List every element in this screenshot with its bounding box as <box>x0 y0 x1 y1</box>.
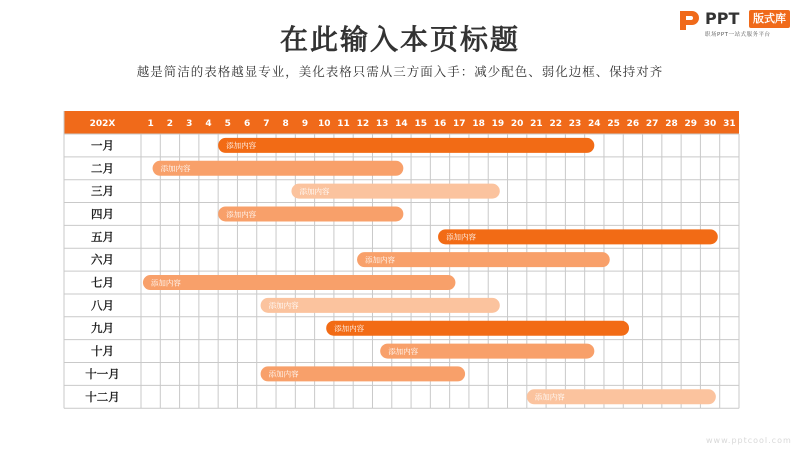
day-header: 17 <box>453 119 466 129</box>
month-label: 五月 <box>91 229 114 244</box>
day-header: 11 <box>337 119 350 129</box>
page-title: 在此输入本页标题 <box>279 23 520 56</box>
month-label: 十月 <box>91 344 114 359</box>
day-header: 12 <box>356 119 370 129</box>
watermark: www.pptcool.com <box>706 436 792 445</box>
month-label: 二月 <box>91 161 114 176</box>
day-header: 19 <box>491 119 505 129</box>
page-subtitle: 越是简洁的表格越显专业，美化表格只需从三方面入手：减少配色、弱化边框、保持对齐 <box>136 64 664 79</box>
bar-label: 添加内容 <box>226 141 257 151</box>
bar-label: 添加内容 <box>150 278 181 288</box>
day-header: 23 <box>568 119 582 129</box>
day-header: 31 <box>723 119 736 129</box>
bar-label: 添加内容 <box>388 346 419 356</box>
bar-label: 添加内容 <box>160 164 191 174</box>
gantt-bar[interactable] <box>326 321 629 336</box>
bar-label: 添加内容 <box>299 186 330 196</box>
logo-text: PPT <box>705 9 740 28</box>
day-header: 14 <box>395 119 408 129</box>
bar-label: 添加内容 <box>534 392 565 402</box>
bar-label: 添加内容 <box>334 324 365 334</box>
month-label: 九月 <box>91 321 114 336</box>
day-header: 20 <box>510 119 524 129</box>
day-header: 30 <box>703 119 717 129</box>
day-header: 6 <box>243 119 251 129</box>
day-header: 16 <box>433 119 447 129</box>
day-header: 7 <box>263 119 270 129</box>
logo-tagline: 职场PPT一站式服务平台 <box>705 32 771 38</box>
month-label: 十二月 <box>85 389 120 404</box>
month-label: 六月 <box>91 252 114 267</box>
month-label: 八月 <box>91 298 114 313</box>
day-header: 1 <box>147 119 154 129</box>
day-header: 22 <box>549 119 563 129</box>
day-header: 24 <box>588 119 601 129</box>
day-header: 5 <box>224 119 231 129</box>
gantt-bar[interactable] <box>438 229 718 244</box>
month-label: 十一月 <box>85 366 120 381</box>
day-header: 29 <box>684 119 698 129</box>
month-label: 一月 <box>91 138 114 153</box>
day-header: 10 <box>317 119 331 129</box>
logo-badge: 版式库 <box>749 10 790 28</box>
day-header: 15 <box>414 119 427 129</box>
day-header: 3 <box>186 119 193 129</box>
month-label: 七月 <box>91 275 114 290</box>
day-header: 25 <box>607 119 620 129</box>
bar-label: 添加内容 <box>446 232 477 242</box>
bar-label: 添加内容 <box>268 369 299 379</box>
corner-label: 202X <box>89 119 116 129</box>
day-header: 8 <box>282 119 289 129</box>
gantt-bar[interactable] <box>218 138 594 153</box>
month-label: 四月 <box>91 206 114 221</box>
day-header: 27 <box>645 119 659 129</box>
day-header: 21 <box>530 119 543 129</box>
bar-label: 添加内容 <box>268 301 299 311</box>
day-header: 28 <box>665 119 678 129</box>
day-header: 9 <box>301 119 309 129</box>
month-label: 三月 <box>91 184 114 199</box>
bar-label: 添加内容 <box>365 255 396 265</box>
day-header: 4 <box>205 119 212 129</box>
bar-label: 添加内容 <box>226 209 257 219</box>
day-header: 2 <box>166 119 174 129</box>
day-header: 26 <box>626 119 640 129</box>
day-header: 18 <box>472 119 485 129</box>
day-header: 13 <box>375 119 389 129</box>
gantt-bar[interactable] <box>143 275 456 290</box>
